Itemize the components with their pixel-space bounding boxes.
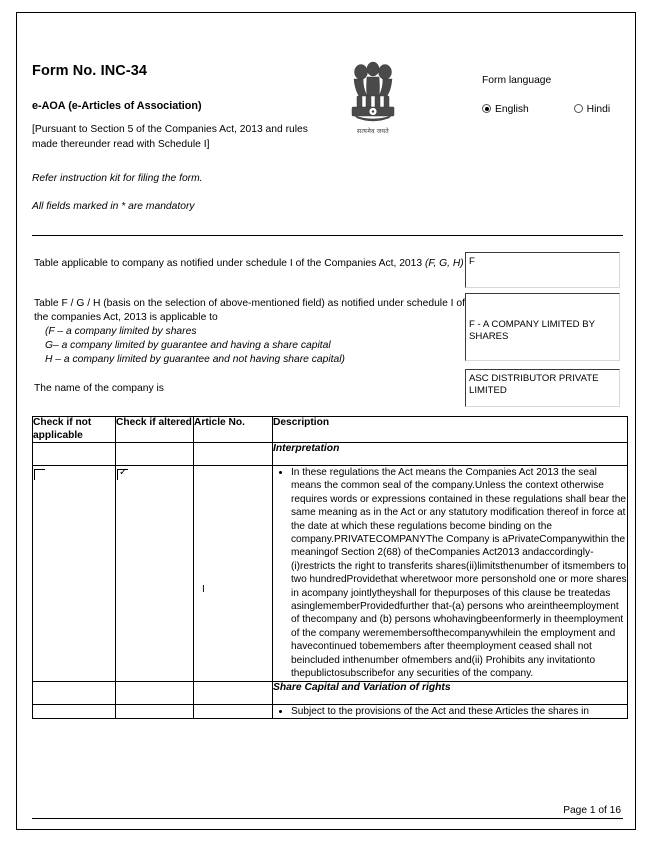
header-check-altered: Check if altered [116, 417, 194, 443]
emblem-motto: सत्यमेव जयते [357, 129, 389, 135]
list-item: • Subject to the provisions of the Act and these Articles the shares in [291, 705, 627, 718]
table-row [33, 704, 628, 718]
language-option-english[interactable] [482, 104, 529, 115]
cell-check-altered [116, 681, 194, 704]
page-footer [32, 805, 623, 819]
refer-instruction-note: Refer instruction kit for filing the form. [32, 173, 203, 184]
question-table-applicable-to [34, 297, 469, 367]
cell-check-not-applicable[interactable] [33, 466, 116, 682]
form-number: Form No. INC-34 [32, 63, 148, 79]
pursuant-note: [Pursuant to Section 5 of the Companies Act, 2013 and rules made thereunder read with Schedule I] [32, 124, 308, 150]
question-2-option-g: G– a company limited by guarantee and having a share capital [45, 340, 331, 351]
cell-check-altered[interactable] [116, 704, 194, 718]
cell-description [273, 704, 628, 718]
description-bullet-list [273, 705, 627, 718]
radio-english-icon[interactable] [482, 104, 491, 113]
document-page [16, 12, 636, 830]
header-check-not-applicable: Check if not applicable [33, 417, 116, 443]
mandatory-fields-note: All fields marked in * are mandatory [32, 201, 195, 212]
question-1-text: Table applicable to company as notified under schedule I of the Companies Act, 2013 [34, 258, 423, 269]
language-option-hindi[interactable] [574, 104, 610, 115]
company-name-input[interactable]: ASC DISTRIBUTOR PRIVATE LIMITED [465, 369, 620, 407]
header-description: Description [273, 417, 628, 443]
question-1-subtext: (F, G, H) [424, 258, 464, 269]
table-applicable-to-value: F - A COMPANY LIMITED BY SHARES [469, 319, 595, 342]
question-2-option-f: (F – a company limited by shares [45, 326, 197, 337]
table-row [33, 681, 628, 704]
checkbox-altered-icon[interactable] [117, 469, 128, 480]
question-table-applicable [34, 257, 464, 271]
list-item: • In these regulations the Act means the Companies Act 2013 the seal means the common seal of the company.Unless the context otherwise requires words or expressions contained in these regulations shall bear the same meaning as in the Act or any statutory modification thereof in force at the date at which these regulations become binding on the company.PRIVATECOMPANYThe Company is aPrivateCompanywithin the meaningof Section 2(68) of theCompanies Act2013 andaccordingly- (i)restricts the right to transferits shares(ii)limitsthenumber of itsmembers to two hundredProvidethat wheretwoor more personshold one or more shares in acompany jointlytheyshall for thepurposes of this clause be treatedas asinglememberProvidedfurther that-(a) persons who areintheemployment of thecompany and (b) persons whohavingbeenformerly in theemployment of the company weremembersofthecompanywhilein the employment and havecontinued tobemembers after theemployment ceased shall not beincluded inthenumber ofmembers and(ii) Prohibits any invitationto thepublictosubscribefor any securities of the company. [291, 466, 627, 681]
table-row [33, 443, 628, 466]
national-emblem-icon [338, 60, 408, 135]
cell-article-no [194, 443, 273, 466]
table-header-row [33, 417, 628, 443]
table-applicable-to-input[interactable] [465, 293, 620, 361]
articles-table [32, 416, 628, 719]
header-article-no: Article No. [194, 417, 273, 443]
cell-article-no [194, 704, 273, 718]
section-title-interpretation: Interpretation [273, 443, 628, 466]
question-company-name: The name of the company is [34, 383, 164, 394]
article-number-value: I [202, 584, 205, 595]
cell-check-not-applicable [33, 443, 116, 466]
form-language-options [482, 104, 610, 115]
question-2-option-h: H – a company limited by guarantee and not having share capital) [45, 354, 345, 365]
cell-check-altered[interactable] [116, 466, 194, 682]
cell-description [273, 466, 628, 682]
header-divider [32, 235, 623, 236]
table-applicable-input[interactable]: F [465, 252, 620, 288]
radio-hindi-icon[interactable] [574, 104, 583, 113]
table-row [33, 466, 628, 682]
question-2-text: Table F / G / H (basis on the selection of above-mentioned field) as notified under schedule I of the companies Act, 2013 is applicable to [34, 298, 465, 323]
page-number: Page 1 of 16 [563, 805, 621, 816]
description-bullet-list [273, 466, 627, 681]
cell-article-no [194, 681, 273, 704]
cell-check-not-applicable [33, 681, 116, 704]
section-title-share-capital: Share Capital and Variation of rights [273, 681, 628, 704]
form-title: e-AOA (e-Articles of Association) [32, 100, 202, 112]
cell-check-altered [116, 443, 194, 466]
language-english-label: English [495, 104, 529, 115]
cell-check-not-applicable[interactable] [33, 704, 116, 718]
footer-divider [32, 818, 623, 819]
form-language-label: Form language [482, 75, 552, 86]
page-content [32, 13, 627, 829]
checkbox-not-applicable-icon[interactable] [34, 469, 45, 480]
form-header [32, 13, 623, 225]
cell-article-no [194, 466, 273, 682]
language-hindi-label: Hindi [586, 104, 611, 115]
